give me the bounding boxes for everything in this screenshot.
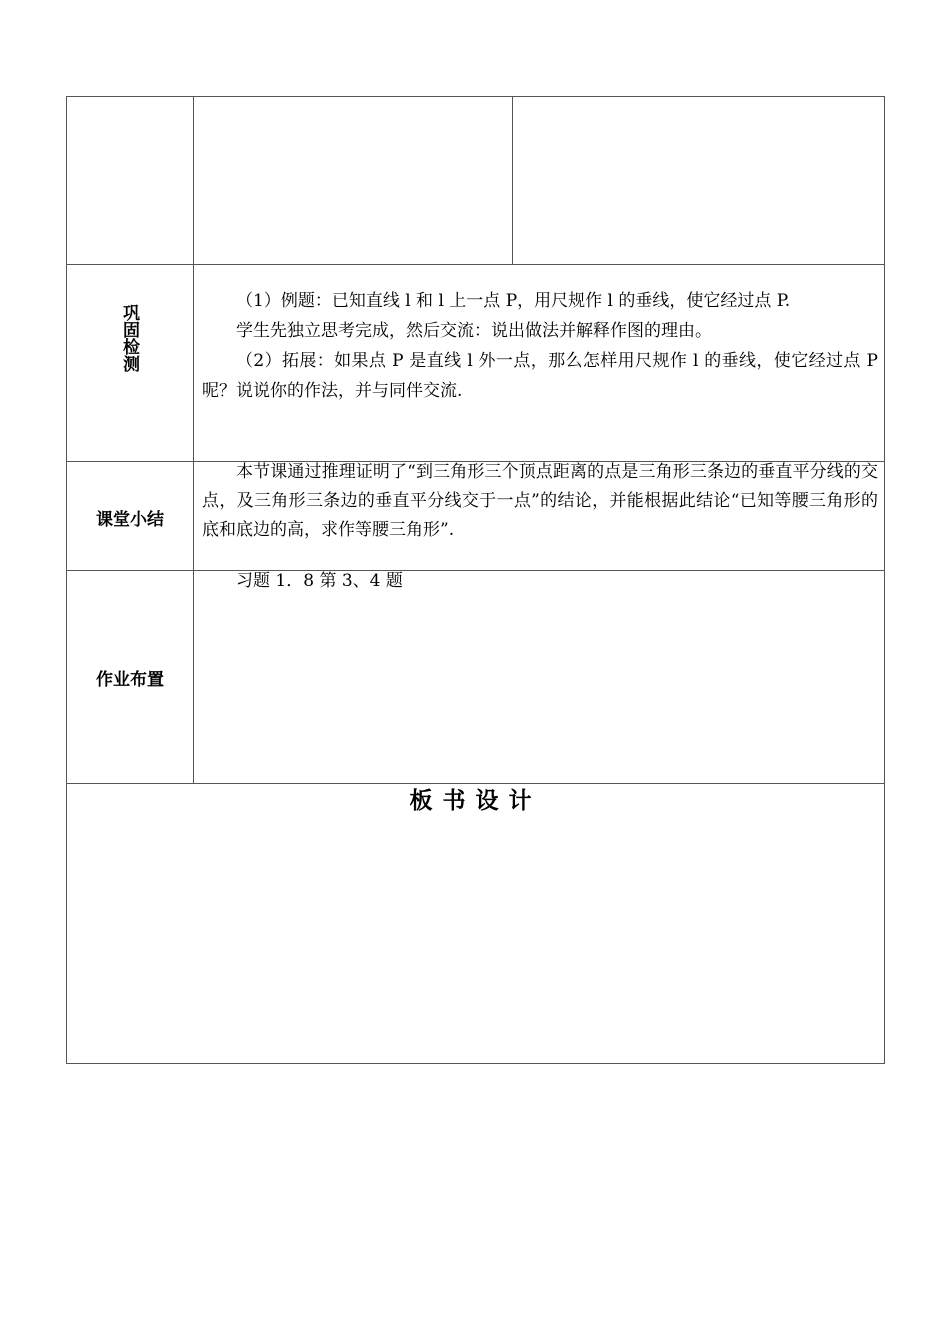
summary-text [202,458,878,545]
table-border-bottom [66,1063,885,1064]
table-border-left [66,96,67,1064]
extension-text: （2）拓展：如果点 P 是直线 l 外一点，那么怎样用尺规作 l 的垂线，使它经过点 P 呢？说说你的作法，并与同伴交流. [202,351,878,401]
top-row-divider [512,96,513,265]
homework-paragraph: 习题 1．8 第 3、4 题 [236,571,403,591]
table-border-right [884,96,885,1064]
homework-text [202,566,878,596]
summary-label: 课堂小结 [96,510,164,530]
instruction-text: 学生先独立思考完成，然后交流：说出做法并解释作图的理由。 [236,321,712,341]
consolidation-content [202,286,878,406]
consolidation-label: 巩固检测 [119,304,139,372]
example-text: （1）例题：已知直线 l 和 l 上一点 P，用尺规作 l 的垂线，使它经过点 P. [236,291,791,311]
table-border-top [66,96,885,97]
row-divider-1 [66,264,885,265]
label-column-divider [193,96,194,784]
homework-label: 作业布置 [96,670,164,690]
board-design-title: 板书设计 [409,788,542,814]
summary-paragraph: 本节课通过推理证明了“到三角形三个顶点距离的点是三角形三条边的垂直平分线的交点，及三角形三条边的垂直平分线交于一点”的结论，并能根据此结论“已知等腰三角形的底和底边的高，求作等腰三角形”. [202,462,878,540]
